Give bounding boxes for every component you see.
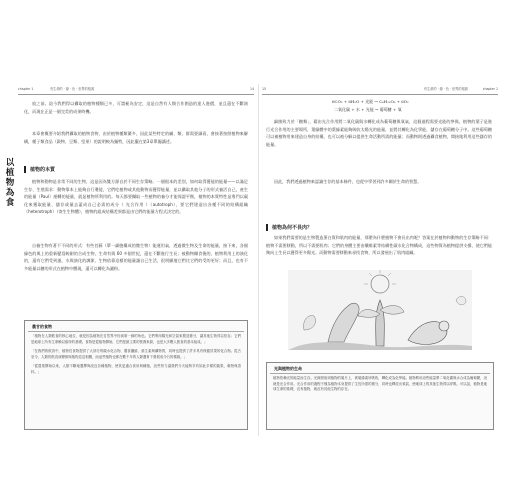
sidebar-box [24, 320, 248, 430]
intro-paragraph-2: 因此，我們透過植物來認識生存的基本條件，也從中學習到許多關於生命的智慧。 [274, 179, 422, 184]
plant-animal-illustration [288, 270, 472, 350]
running-head-title: 有生命的 · 綠 · 色 · 世界的根源 [423, 87, 468, 91]
section-heading [24, 166, 55, 173]
section-heading-text: 植物的本質 [30, 167, 56, 173]
book-spine [258, 84, 259, 436]
section-heading-text: 植物為何不長肉？ [272, 225, 313, 231]
section-marker [24, 166, 26, 173]
page-number: 15 [262, 87, 267, 91]
intro-paragraph-1: 放之前。給今我們得以攝取的植物種類已多，可謂極為安定，這是自然有人類合作創造的達人進價，並且還在不斷演化，而現在正是一個完美的成果時機。 [24, 101, 248, 114]
header-rule [18, 94, 254, 95]
intro-paragraph-1: 細菌致力於「糖類」，藉由光合作用將二氧化碳與水轉化成為葡萄糖與氧氣，這個過程需要光能的參與。植物的葉子是進行光合作用的主要場所，葉綠體中的葉綠素能夠吸收太陽光的能量，並將其轉化為化學能，儲存在葡萄糖分子中。這些葡萄糖可以被植物用來建造自身的結構，也可以被分解以提供生命活動所需的能量；而動物則透過攝食植物，間接地利用這些儲存的能量。 [266, 119, 492, 147]
box-paragraph-2: 「在我們的飲食中，植物性食物提供了大部分的碳水化合物、膳食纖維、維生素與礦物質，同時也提供了許多具有保健效果的化合物。從古至今，人類的飲食演變都與植物息息相關，而這些植物也都在數千年的人類選育下發展成今日的樣貌。」 [31, 349, 241, 359]
box-title: 農甘的食物 [28, 321, 244, 332]
formula-line-1: 6CO₂ + 6H₂O + 光能 → C₆H₁₂O₆ + 6O₂ [332, 99, 409, 104]
running-head-title: 有生命的 · 綠 · 色 · 世界的根源 [50, 87, 95, 91]
vertical-title-char: 食 [5, 198, 15, 208]
vertical-title-char: 植 [5, 168, 15, 178]
illustration-svg [288, 270, 472, 350]
box-title: 光與植物的生命 [270, 363, 490, 374]
page-number: 14 [249, 87, 254, 91]
vertical-title-char: 物 [5, 178, 15, 188]
box-paragraph: 植物依賴光的能量而生存。光線照射到植物的葉片上，被葉綠素所吸收，轉化成為化學能。植物利用這些能量將二氧化碳與水合成為葡萄糖，這就是光合作用。光合作用的過程不僅為植物本身提供了生長所需的養分，同時也釋放出氧氣，使地球上的其他生物得以呼吸。可以說，植物是地球生命的基礎，沒有植物，就沒有其他生物的存在。 [273, 376, 487, 392]
box-paragraph-1: 「植物在人類飲食的核心地位，就是因為植物在自然界中扮演第一線的角色。它們利用陽光和空氣來製造養分，讓其他生物得以依存；它們是地球上所有生命賴以維持的基礎。食物是從植物開始，它們是最主要的營養來源，也是大多數人飲食的基本組成。」 [31, 334, 241, 344]
box-paragraph-3: 「從農業開始以來，人類不斷地選擇與改良各種植物，使其更適合食用與種植，這些努力讓我們今天能夠享有如此多樣的蔬果、穀物與香料。」 [31, 364, 241, 374]
animal-head [439, 321, 449, 331]
sidebar-box [266, 362, 494, 430]
body-paragraph: 如果我們需要的是生物製造蛋白質和肌肉的能量，那麼為什麼植物不會長出肉呢？答案在於植物和動物的生存策略不同：植物不需要移動，所以不需要肌肉；它們的身體主要由纖維素等結構性碳水化合物構成，這些物質為植物提供支撐，使它們能夠向上生長以獲得更多陽光。而動物需要移動來尋找食物，所以發展出了肌肉組織。 [266, 235, 492, 256]
left-page [5, 84, 254, 436]
vertical-title-char: 以 [5, 158, 15, 168]
chapter-vertical-title [5, 158, 15, 208]
vertical-title-char: 為 [5, 188, 15, 198]
running-head-chapter: chapter 1 [18, 87, 34, 91]
section-heading [266, 224, 312, 231]
header-rule [262, 94, 498, 95]
section-marker [266, 224, 268, 231]
intro-paragraph-2: 本章會概要介紹我們攝取的植物食物，由於植物種類繁多，因此某些特定的屬、類、群需要細看，會接著按照植物來解構，種子類食品（穀物、豆類、堅果）的說明較為獨特，因此擺在第3章單獨講述。 [24, 131, 248, 144]
running-head-chapter: chapter 1 [482, 87, 498, 91]
right-page [262, 84, 498, 436]
body-paragraph-2: 自養生物有著不不同的形式：有些苔蘚（單一細胞構成的微生物）能運用氣，透過微生物及生命的能量，接下來，各個綠色的與上的重新變爲較耐的合成生物，生命有與 60 多個世紀，還在不斷進行生長；被動物攝食後的，植物利用上的演化的，還有它們受到風、水與演化的調節，生物依靠這樣的能量讓自己生活，很明顯地它們比它們的受的更好；而且，也有不多能量以糖的形式在植物中體現，還可以轉化為澱粉。 [24, 243, 248, 271]
body-paragraph-1: 植物和動物是非常不同的生物，這是因為雙方源自於不同生存策略。一個根本的差別，如何取得獲能的能量——以滿足生存、生殖需求：動物靠本上能夠自行遷徙，它們吃植物或其他動物而獲得能量，並以攝取其他分子的形式養活自己，產生的能量（Paul）運轉的能量，就是植物所利用的。每天都要攝取一些植物的養分才能保證平衡，植物的本質特性是專門以碳化來獲取能量、儲存或量去蓋成自己必需的成分（ 光合作用 ）（autotroph），要它們建造出各種不同的結構組織（heterotroph）（寄生生物體），植物的組成結構差異都是由它們的能量方程式決定的。 [24, 179, 248, 215]
formula-line-2: 二氧化碳 + 水 + 光能 → 葡萄糖 + 氧 [334, 107, 402, 112]
